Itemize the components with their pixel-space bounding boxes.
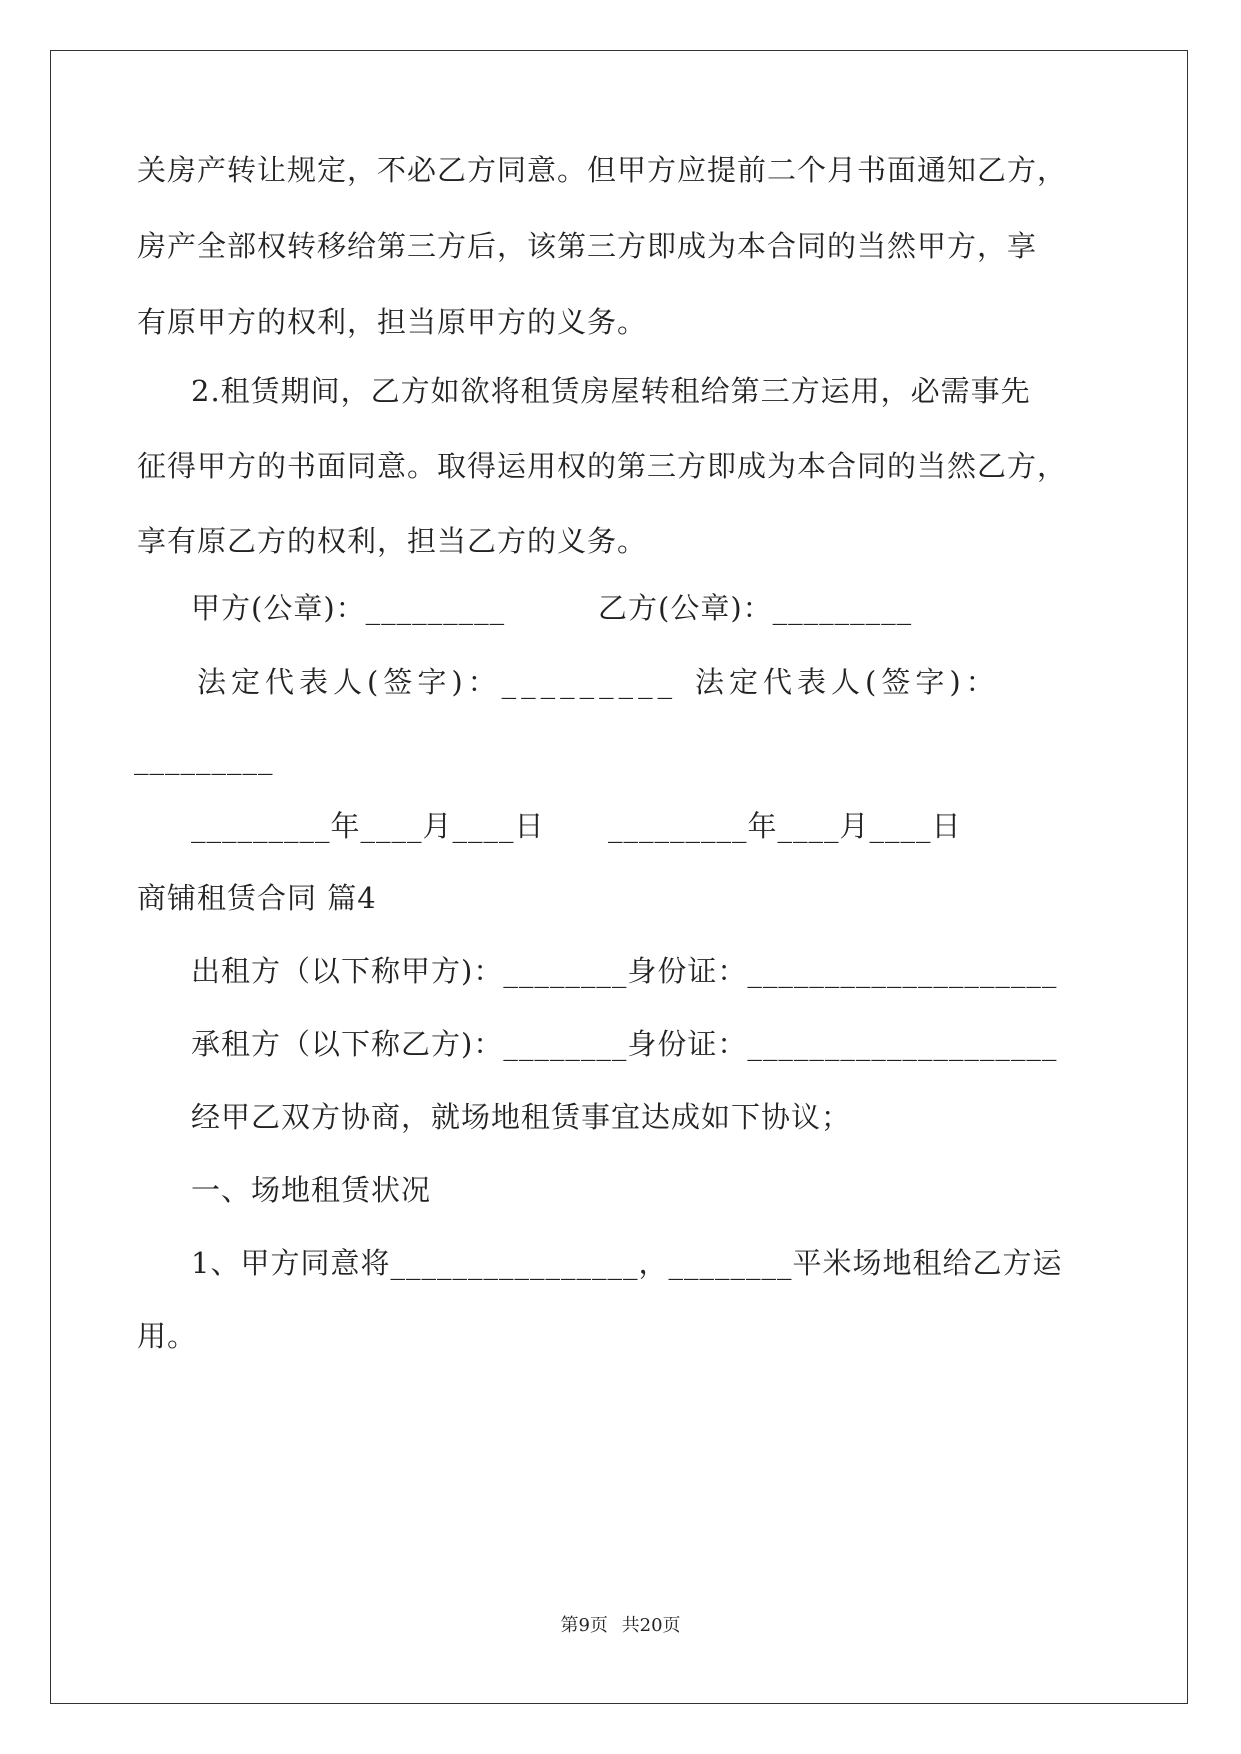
- page-total: 共20页: [621, 1615, 681, 1636]
- paragraph-line: 房产全部权转移给第三方后，该第三方即成为本合同的当然甲方，享: [137, 229, 1038, 263]
- party-a-representative: 法定代表人(签字)：_________: [197, 665, 678, 699]
- paragraph-line: 关房产转让规定，不必乙方同意。但甲方应提前二个月书面通知乙方，: [137, 153, 1068, 187]
- party-b-representative: 法定代表人(签字)：: [695, 665, 1000, 699]
- date-party-a: _________年____月____日: [191, 809, 545, 843]
- paragraph-line: 征得甲方的书面同意。取得运用权的第三方即成为本合同的当然乙方，: [137, 449, 1068, 483]
- section-title: 商铺租赁合同 篇4: [137, 881, 377, 915]
- paragraph-line: 2.租赁期间，乙方如欲将租赁房屋转租给第三方运用，必需事先: [191, 374, 1031, 408]
- paragraph-line: 用。: [137, 1319, 198, 1353]
- party-b-representative-blank: _________: [134, 741, 274, 775]
- party-b-seal: 乙方(公章)：_________: [598, 591, 913, 625]
- date-party-b: _________年____月____日: [608, 809, 962, 843]
- intro-line: 经甲乙双方协商，就场地租赁事宜达成如下协议；: [191, 1100, 852, 1134]
- paragraph-line: 有原甲方的权利，担当原甲方的义务。: [137, 305, 648, 339]
- lessor-line: 出租方（以下称甲方)：________身份证：____________________: [191, 954, 1058, 988]
- paragraph-line: 享有原乙方的权利，担当乙方的义务。: [137, 524, 648, 558]
- section-heading: 一、场地租赁状况: [191, 1173, 432, 1207]
- page-number: 第9页: [560, 1615, 608, 1636]
- page-footer: [0, 1614, 1241, 1638]
- lessee-line: 承租方（以下称乙方)：________身份证：____________________: [191, 1027, 1058, 1061]
- paragraph-line: 1、甲方同意将________________，________平米场地租给乙方运: [191, 1246, 1063, 1280]
- party-a-seal: 甲方(公章)：_________: [191, 591, 506, 625]
